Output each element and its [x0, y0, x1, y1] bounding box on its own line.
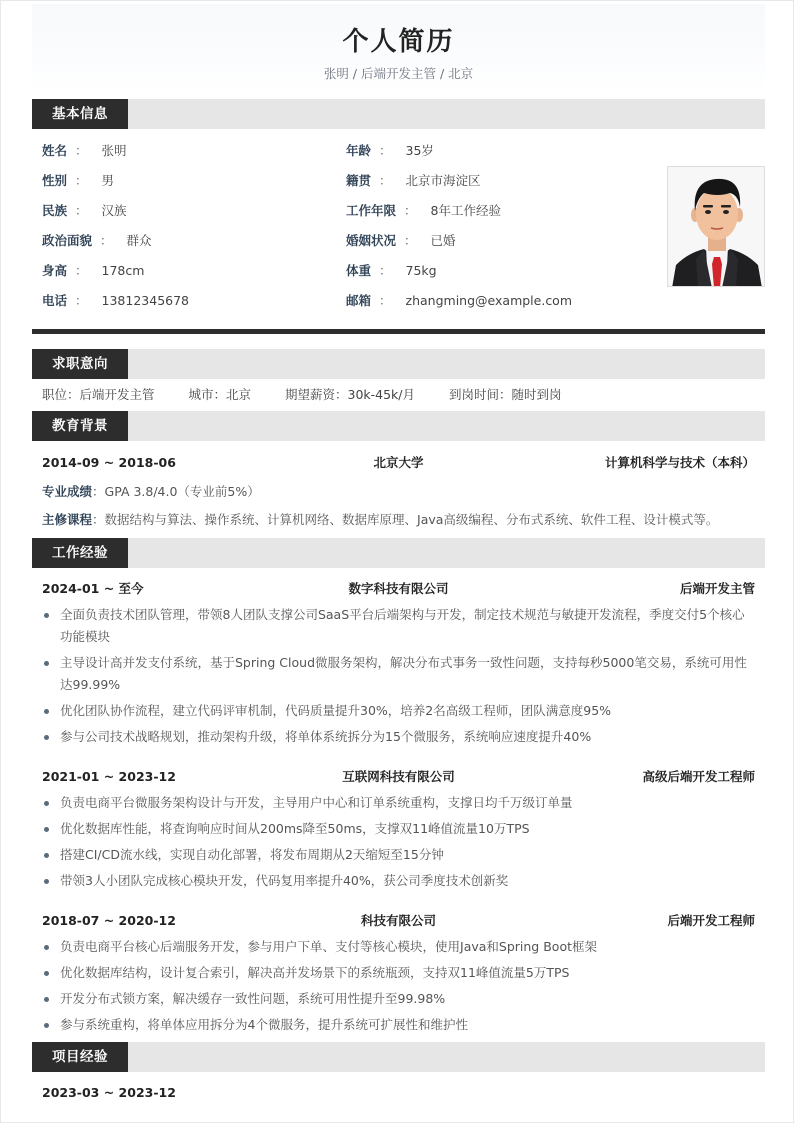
list-item: 参与系统重构，将单体应用拆分为4个微服务，提升系统可扩展性和维护性 [42, 1014, 755, 1036]
work-company: 互联网科技有限公司 [342, 769, 455, 784]
education-major: 计算机科学与技术（本科） [605, 455, 756, 470]
section-title-job-intent: 求职意向 [32, 349, 128, 379]
basic-info-grid [32, 129, 765, 329]
list-item: 带领3人小团队完成核心模块开发，代码复用率提升40%，获公司季度技术创新奖 [42, 870, 755, 892]
intent-city: 城市：北京 [188, 387, 252, 402]
work-title: 高级后端开发工程师 [642, 769, 756, 784]
list-item: 开发分布式锁方案，解决缓存一致性问题，系统可用性提升至99.98% [42, 988, 755, 1010]
project-entry-header [32, 1078, 765, 1108]
section-title-projects: 项目经验 [32, 1042, 128, 1072]
resume-page [32, 1, 765, 1108]
basic-info-left [42, 136, 189, 316]
work-title: 后端开发主管 [680, 581, 756, 596]
info-name: 姓名 ： 张明 [42, 143, 127, 158]
work-entry [32, 762, 765, 892]
work-bullets [32, 936, 765, 1036]
info-work-years: 工作年限 ： 8年工作经验 [346, 203, 501, 218]
education-school: 北京大学 [373, 455, 424, 470]
intent-position: 职位：后端开发主管 [42, 387, 155, 402]
intent-salary: 期望薪资：30k-45k/月 [285, 387, 416, 402]
section-work-experience [32, 538, 765, 568]
work-bullets [32, 604, 765, 748]
project-period: 2023-03 ~ 2023-12 [42, 1085, 176, 1100]
education-period: 2014-09 ~ 2018-06 [42, 455, 176, 470]
work-entry [32, 906, 765, 1036]
section-title-work-experience: 工作经验 [32, 538, 128, 568]
work-period: 2021-01 ~ 2023-12 [42, 769, 176, 784]
info-age: 年龄 ： 35岁 [346, 143, 434, 158]
info-hometown: 籍贯 ： 北京市海淀区 [346, 173, 481, 188]
info-political-status: 政治面貌 ： 群众 [42, 233, 152, 248]
info-marital-status: 婚姻状况 ： 已婚 [346, 233, 456, 248]
work-entry [32, 574, 765, 748]
info-height: 身高 ： 178cm [42, 263, 145, 278]
job-intent-row [32, 379, 765, 411]
work-company: 科技有限公司 [361, 913, 437, 928]
education-gpa: 专业成绩：GPA 3.8/4.0（专业前5%） [42, 484, 260, 499]
list-item: 负责电商平台核心后端服务开发，参与用户下单、支付等核心模块，使用Java和Spring Boot框架 [42, 936, 755, 958]
list-item: 优化数据库结构，设计复合索引，解决高并发场景下的系统瓶颈，支持双11峰值流量5万TPS [42, 962, 755, 984]
work-entry-header [32, 906, 765, 936]
work-bullets [32, 792, 765, 892]
section-basic-info [32, 99, 765, 129]
education-courses: 主修课程：数据结构与算法、操作系统、计算机网络、数据库原理、Java高级编程、分布式系统、软件工程、设计模式等。 [42, 512, 719, 527]
portrait-illustration-icon [668, 167, 765, 287]
list-item: 优化团队协作流程，建立代码评审机制，代码质量提升30%，培养2名高级工程师，团队满意度95% [42, 700, 755, 722]
education-entry-header [32, 448, 765, 478]
list-item: 全面负责技术团队管理，带领8人团队支撑公司SaaS平台后端架构与开发，制定技术规范与敏捷开发流程，季度交付5个核心功能模块 [42, 604, 755, 648]
work-entry-header [32, 762, 765, 792]
list-item: 主导设计高并发支付系统，基于Spring Cloud微服务架构，解决分布式事务一致性问题，支持每秒5000笔交易，系统可用性达99.99% [42, 652, 755, 696]
work-period: 2024-01 ~ 至今 [42, 581, 144, 596]
work-entry-header [32, 574, 765, 604]
list-item: 参与公司技术战略规划，推动架构升级，将单体系统拆分为15个微服务，系统响应速度提升40% [42, 726, 755, 748]
work-period: 2018-07 ~ 2020-12 [42, 913, 176, 928]
list-item: 优化数据库性能，将查询响应时间从200ms降至50ms，支撑双11峰值流量10万TPS [42, 818, 755, 840]
resume-header [32, 4, 765, 92]
page-subtitle: 张明 / 后端开发主管 / 北京 [323, 66, 474, 81]
intent-availability: 到岗时间：随时到岗 [449, 387, 562, 402]
section-education [32, 411, 765, 441]
info-gender: 性别 ： 男 [42, 173, 115, 188]
info-phone: 电话 ： 13812345678 [42, 293, 190, 308]
section-title-basic-info: 基本信息 [32, 99, 128, 129]
work-title: 后端开发工程师 [667, 913, 756, 928]
list-item: 负责电商平台微服务架构设计与开发，主导用户中心和订单系统重构，支撑日均千万级订单量 [42, 792, 755, 814]
section-title-education: 教育背景 [32, 411, 128, 441]
page-title: 个人简历 [342, 27, 455, 57]
section-projects [32, 1042, 765, 1072]
work-company: 数字科技有限公司 [348, 581, 449, 596]
basic-info-right [346, 136, 572, 316]
info-email: 邮箱 ： zhangming@example.com [346, 293, 573, 308]
info-ethnicity: 民族 ： 汉族 [42, 203, 127, 218]
list-item: 搭建CI/CD流水线，实现自动化部署，将发布周期从2天缩短至15分钟 [42, 844, 755, 866]
avatar-photo [667, 166, 765, 287]
section-job-intent [32, 349, 765, 379]
info-weight: 体重 ： 75kg [346, 263, 437, 278]
